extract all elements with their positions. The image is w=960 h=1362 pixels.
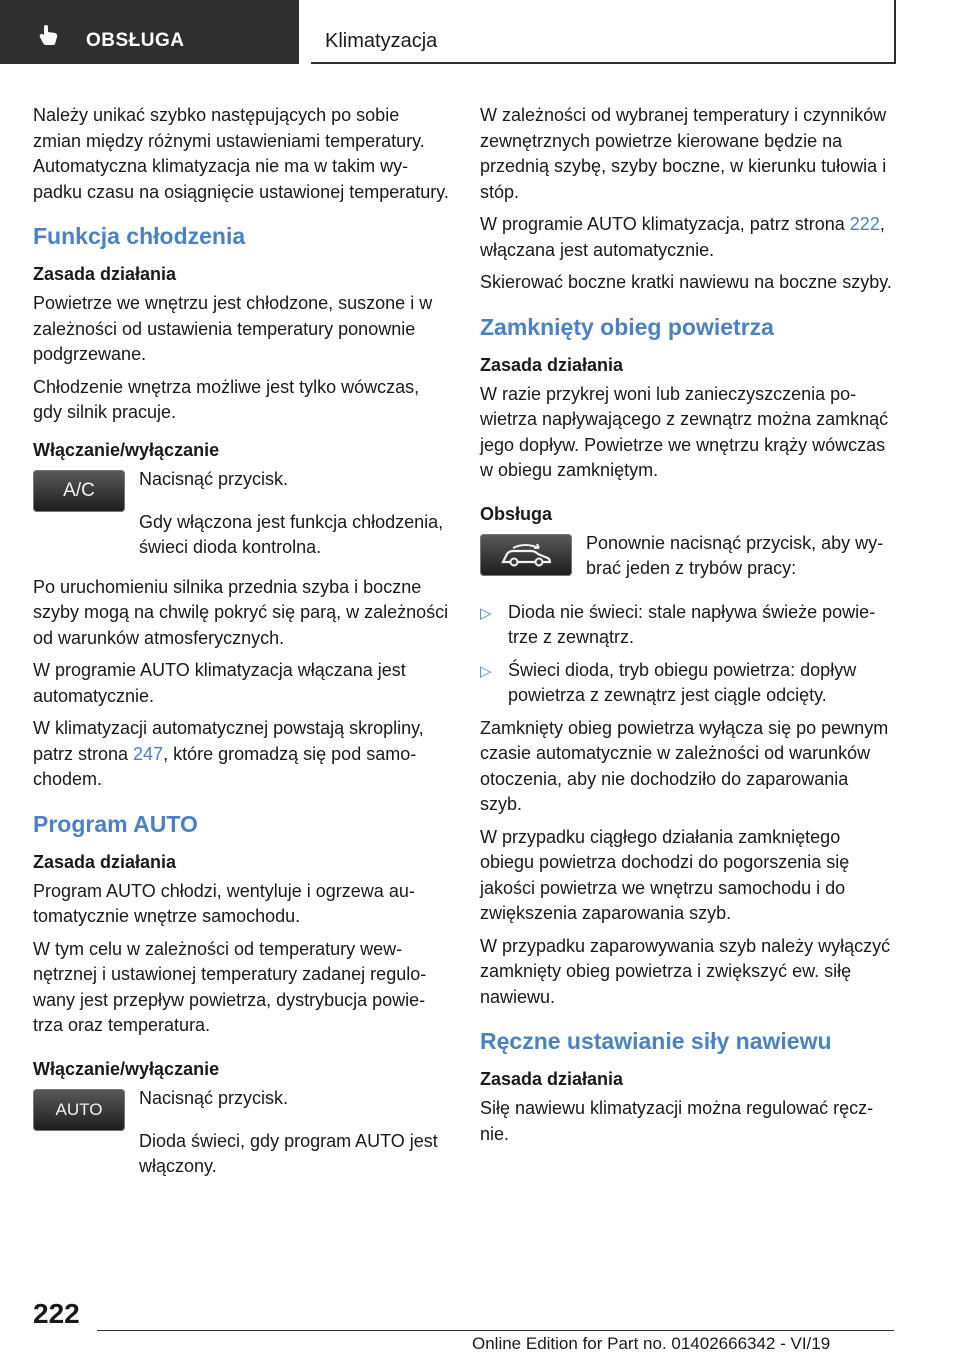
paragraph: W programie AUTO klimatyzacja włączana jest automatycznie.: [33, 660, 406, 706]
list-item: ▷ Świeci dioda, tryb obiegu powietrza: dopływ powietrza z zewnątrz jest ciągle odcięty.: [480, 658, 894, 709]
paragraph: Gdy włączona jest funkcja chłodzenia, świeci dioda kontrolna.: [139, 511, 444, 557]
triangle-bullet-icon: ▷: [480, 662, 492, 680]
auto-button-instruction: [33, 1086, 449, 1131]
subheading: Obsługa: [480, 503, 553, 524]
paragraph: W klimatyzacji automatycznej powstają skropliny, patrz strona 247, które gromadzą się pod samochodem.: [33, 718, 424, 789]
subheading: Zasada działania: [33, 264, 177, 284]
paragraph: W tym celu w zależności od temperatury wewnętrznej i ustawionej temperatury zadanej regulowany jest przepływ powietrza, dystrybucja powietrza oraz temperatura.: [33, 938, 427, 1035]
header-section-tab: [0, 0, 299, 64]
paragraph: W zależności od wybranej temperatury i czynników zewnętrznych powietrze kierowane będzie na przednią szybę, szyby boczne, w kierunku tułowia i stóp.: [480, 105, 887, 202]
paragraph: Po uruchomieniu silnika przednia szyba i boczne szyby mogą na chwilę pokryć się parą, w zależności od warunków atmosferycznych.: [33, 576, 449, 648]
paragraph: Powietrze we wnętrzu jest chłodzone, suszone i w zależności od ustawienia temperatury ponownie podgrzewane.: [33, 293, 433, 364]
section-heading: Ręczne ustawianie siły nawiewu: [480, 1028, 832, 1054]
paragraph: W programie AUTO klimatyzacja, patrz strona 222, włączana jest automatycznie.: [480, 214, 885, 260]
subheading: Włączanie/wyłączanie: [33, 439, 220, 460]
page-link[interactable]: 247: [133, 743, 164, 764]
edition-footer: Online Edition for Part no. 01402666342 - VI/19: [472, 1334, 831, 1353]
section-heading: Funkcja chłodzenia: [33, 223, 246, 249]
section-heading: Zamknięty obieg powietrza: [480, 313, 774, 340]
list-item: ▷ Dioda nie świeci: stale napływa świeże powietrze z zewnątrz.: [480, 600, 894, 651]
paragraph: W przypadku zaparowywania szyb należy wyłączyć zamknięty obieg powietrza i zwiększyć ew. siłę nawiewu.: [480, 935, 891, 1007]
paragraph: W razie przykrej woni lub zanieczyszczenia powietrza napływającego z zewnątrz można zamknąć jego dopływ. Powietrze we wnętrzu krąży wówczas w obiegu zamkniętym.: [480, 383, 889, 480]
paragraph: Dioda świeci, gdy program AUTO jest włączony.: [139, 1130, 438, 1176]
page-link[interactable]: 222: [849, 214, 880, 234]
paragraph: Program AUTO chłodzi, wentyluje i ogrzewa automatycznie wnętrze samochodu.: [33, 880, 415, 926]
header-title-box: [311, 0, 896, 64]
triangle-bullet-icon: ▷: [480, 604, 492, 622]
section-heading: Program AUTO: [33, 810, 198, 837]
paragraph: W przypadku ciągłego działania zamkniętego obiegu powietrza dochodzi do pogorszenia się jakości powietrza we wnętrzu samochodu i do zwiększenia zaparowania szyb.: [480, 826, 850, 923]
left-column: [33, 103, 449, 1187]
page-number: 222: [33, 1298, 80, 1329]
subheading: Zasada działania: [480, 1069, 624, 1089]
subheading: Włączanie/wyłączanie: [33, 1058, 220, 1079]
paragraph: Chłodzenie wnętrza możliwe jest tylko wówczas, gdy silnik pracuje.: [33, 376, 420, 422]
paragraph: Zamknięty obieg powietrza wyłącza się po pewnym czasie automatycznie w zależności od warunków otoczenia, aby nie dochodziło do zaparowania szyb.: [480, 717, 889, 814]
chapter-title: Klimatyzacja: [325, 30, 438, 52]
ac-button-instruction: [33, 467, 449, 512]
subheading: Zasada działania: [33, 851, 177, 872]
paragraph: Siłę nawiewu klimatyzacji można regulować ręcznie.: [480, 1098, 874, 1144]
paragraph: Nacisnąć przycisk.: [139, 1087, 289, 1108]
mode-list: [480, 600, 894, 709]
paragraph: Nacisnąć przycisk.: [139, 468, 289, 489]
subheading: Zasada działania: [480, 354, 624, 375]
paragraph: Ponownie nacisnąć przycisk, aby wybrać jeden z trybów pracy:: [586, 532, 884, 578]
footer-divider: [97, 1330, 894, 1331]
right-column: [480, 103, 894, 1154]
auto-button-icon: AUTO: [33, 1089, 125, 1131]
paragraph: Należy unikać szybko następujących po sobie zmian między różnymi ustawieniami temperatury. Automatyczna klimatyzacja nie ma w takim wypadku czasu na osiągnięcie ustawionej temperatury.: [33, 105, 449, 202]
paragraph: Skierować boczne kratki nawiewu na boczne szyby.: [480, 272, 892, 292]
section-label: OBSŁUGA: [86, 30, 185, 51]
hand-pointer-icon: [38, 24, 60, 46]
ac-button-icon: A/C: [33, 470, 125, 512]
car-recirculation-icon: [495, 540, 557, 570]
recirc-button-instruction: [480, 531, 894, 588]
recirculation-button-icon: [480, 534, 572, 576]
